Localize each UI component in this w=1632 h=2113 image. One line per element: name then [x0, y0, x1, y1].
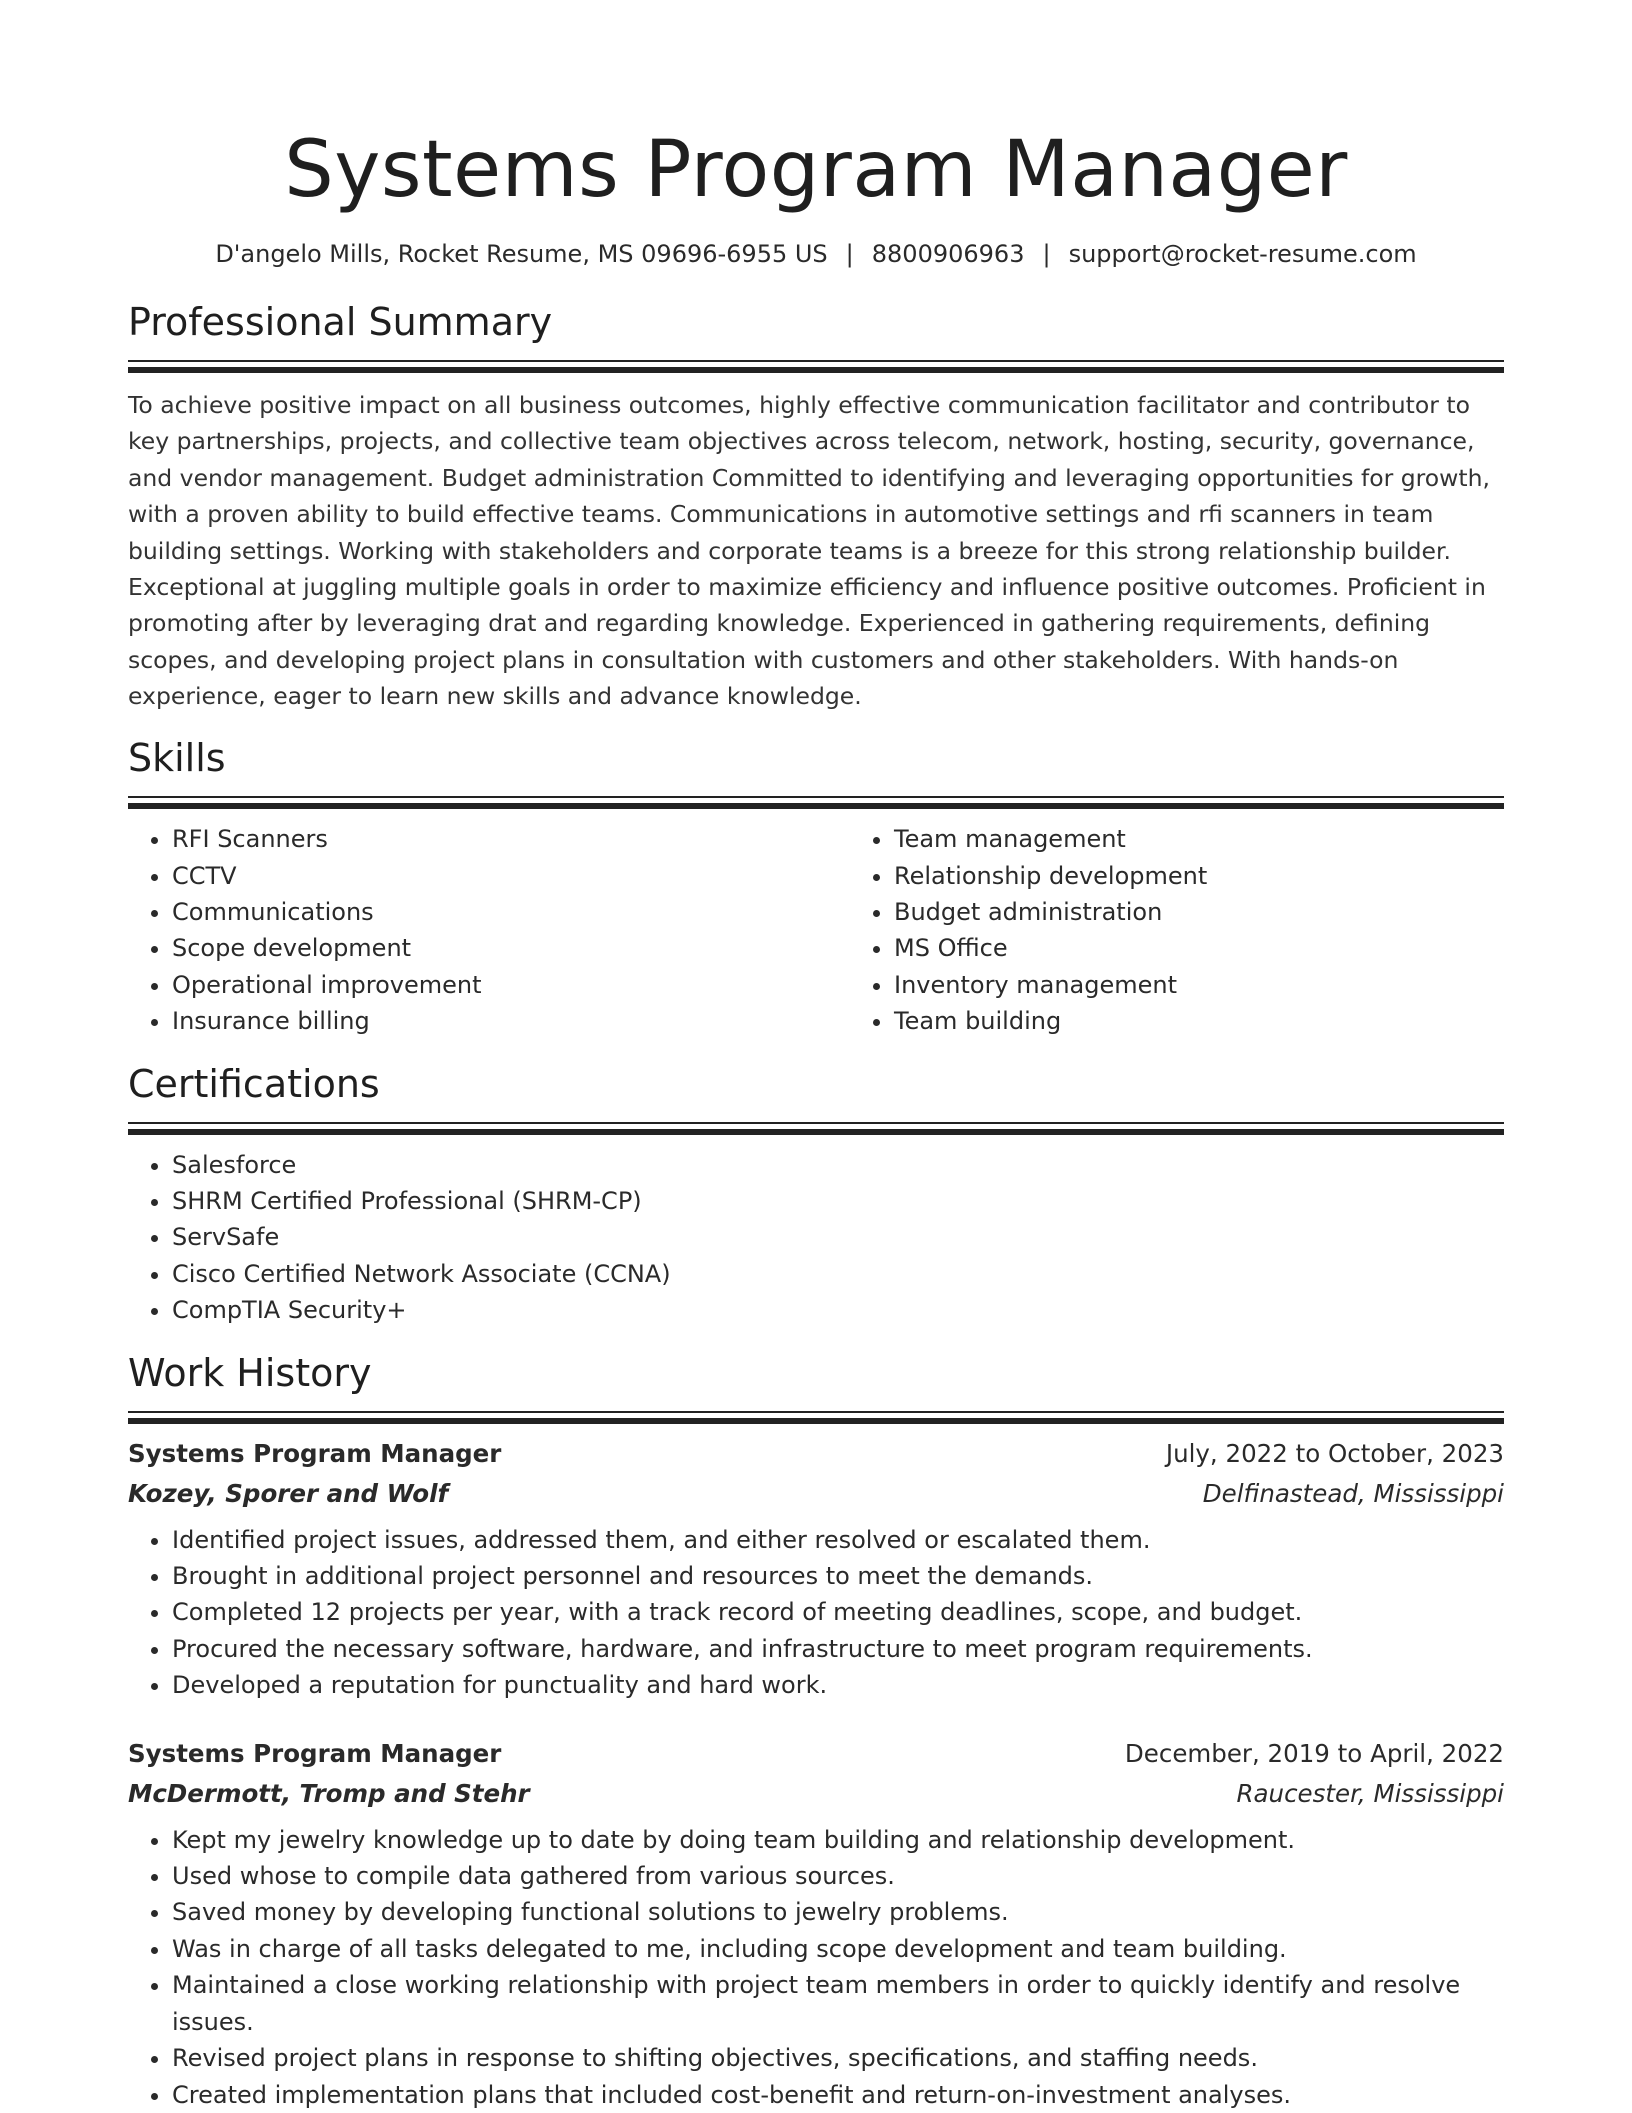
job-header	[128, 1434, 1504, 1474]
section-divider	[128, 1122, 1504, 1135]
job-bullet: • Saved money by developing functional solutions to jewelry problems.	[172, 1894, 1504, 1930]
skills-section	[128, 736, 1504, 1039]
skill-item: • Budget administration	[894, 894, 1572, 930]
contact-email: support@rocket-resume.com	[1068, 240, 1417, 268]
job-bullet: • Revised project plans in response to shifting objectives, specifications, and staffing needs.	[172, 2040, 1504, 2076]
summary-heading: Professional Summary	[128, 300, 553, 344]
job-bullet: • Brought in additional project personnel and resources to meet the demands.	[172, 1558, 1504, 1594]
job-bullet: • Developed a reputation for punctuality and hard work.	[172, 1667, 1504, 1703]
job-entry	[128, 1734, 1504, 2113]
job-dates: July, 2022 to October, 2023	[1165, 1438, 1504, 1468]
skill-item: • RFI Scanners	[172, 821, 850, 857]
job-subheader	[128, 1774, 1504, 1814]
skill-item: • Scope development	[172, 930, 850, 966]
job-bullet: • Was in charge of all tasks delegated to me, including scope development and team building.	[172, 1931, 1504, 1967]
summary-text: To achieve positive impact on all business outcomes, highly effective communication facilitator and contributor to key partnerships, projects, and collective team objectives across telecom, network, hosting, security, governance, and vendor management. Budget administration Committed to identifying and leveraging opportunities for growth, with a proven ability to build effective teams. Communications in automotive settings and rfi scanners in team building settings. Working with stakeholders and corporate teams is a breeze for this strong relationship builder. Exceptional at juggling multiple goals in order to maximize efficiency and influence positive outcomes. Proficient in promoting after by leveraging drat and regarding knowledge. Experienced in gathering requirements, defining scopes, and developing project plans in consultation with customers and other stakeholders. With hands-on experience, eager to learn new skills and advance knowledge.	[128, 391, 1490, 711]
skills-list-right	[850, 821, 1572, 1039]
certification-item: • CompTIA Security+	[172, 1292, 1504, 1328]
contact-separator: |	[845, 240, 854, 268]
certifications-list	[128, 1147, 1504, 1329]
job-subheader	[128, 1474, 1504, 1514]
skills-list-left	[128, 821, 850, 1039]
skills-heading: Skills	[128, 736, 226, 781]
skill-item: • Team building	[894, 1003, 1572, 1039]
job-company: McDermott, Tromp and Stehr	[128, 1778, 530, 1808]
job-bullets	[128, 1522, 1504, 1704]
skill-item: • Team management	[894, 821, 1572, 857]
resume-page	[128, 0, 1504, 2113]
resume-title: Systems Program Manager	[284, 125, 1348, 215]
job-company: Kozey, Sporer and Wolf	[128, 1478, 449, 1508]
job-title: Systems Program Manager	[128, 1438, 502, 1468]
contact-separator: |	[1042, 240, 1051, 268]
job-bullet: • Completed 12 projects per year, with a track record of meeting deadlines, scope, and budget.	[172, 1594, 1504, 1630]
certification-item: • ServSafe	[172, 1219, 1504, 1255]
certification-item: • SHRM Certified Professional (SHRM-CP)	[172, 1183, 1504, 1219]
job-entry	[128, 1434, 1504, 1704]
section-divider	[128, 1411, 1504, 1424]
job-bullet: • Procured the necessary software, hardware, and infrastructure to meet program requirements.	[172, 1631, 1504, 1667]
job-bullet: • Identified project issues, addressed them, and either resolved or escalated them.	[172, 1522, 1504, 1558]
job-dates: December, 2019 to April, 2022	[1124, 1738, 1504, 1768]
job-bullet: • Kept my jewelry knowledge up to date by doing team building and relationship development.	[172, 1822, 1504, 1858]
job-location: Raucester, Mississippi	[1236, 1778, 1504, 1808]
skill-item: • Operational improvement	[172, 967, 850, 1003]
work-history-heading: Work History	[128, 1350, 372, 1395]
certification-item: • Cisco Certified Network Associate (CCNA)	[172, 1256, 1504, 1292]
job-header	[128, 1734, 1504, 1774]
job-location: Delfinastead, Mississippi	[1202, 1478, 1504, 1508]
certifications-heading: Certifications	[128, 1061, 380, 1106]
section-divider	[128, 360, 1504, 373]
skill-item: • MS Office	[894, 930, 1572, 966]
summary-section	[128, 300, 1504, 715]
certifications-section	[128, 1062, 1504, 1329]
skill-item: • Communications	[172, 894, 850, 930]
contact-line	[128, 238, 1504, 270]
section-divider	[128, 796, 1504, 809]
job-bullet: • Used whose to compile data gathered from various sources.	[172, 1858, 1504, 1894]
skill-item: • Inventory management	[894, 967, 1572, 1003]
skill-item: • CCTV	[172, 858, 850, 894]
job-bullet: • Maintained a close working relationship with project team members in order to quickly identify and resolve issues.	[172, 1967, 1504, 2040]
certification-item: • Salesforce	[172, 1147, 1504, 1183]
work-history-section	[128, 1351, 1504, 2113]
contact-address: D'angelo Mills, Rocket Resume, MS 09696-6955 US	[215, 240, 828, 268]
skills-columns	[128, 809, 1504, 1039]
skill-item: • Relationship development	[894, 858, 1572, 894]
contact-phone: 8800906963	[871, 240, 1025, 268]
skill-item: • Insurance billing	[172, 1003, 850, 1039]
job-bullets	[128, 1822, 1504, 2113]
job-title: Systems Program Manager	[128, 1738, 502, 1768]
job-bullet: • Created implementation plans that included cost-benefit and return-on-investment analyses.	[172, 2077, 1504, 2113]
